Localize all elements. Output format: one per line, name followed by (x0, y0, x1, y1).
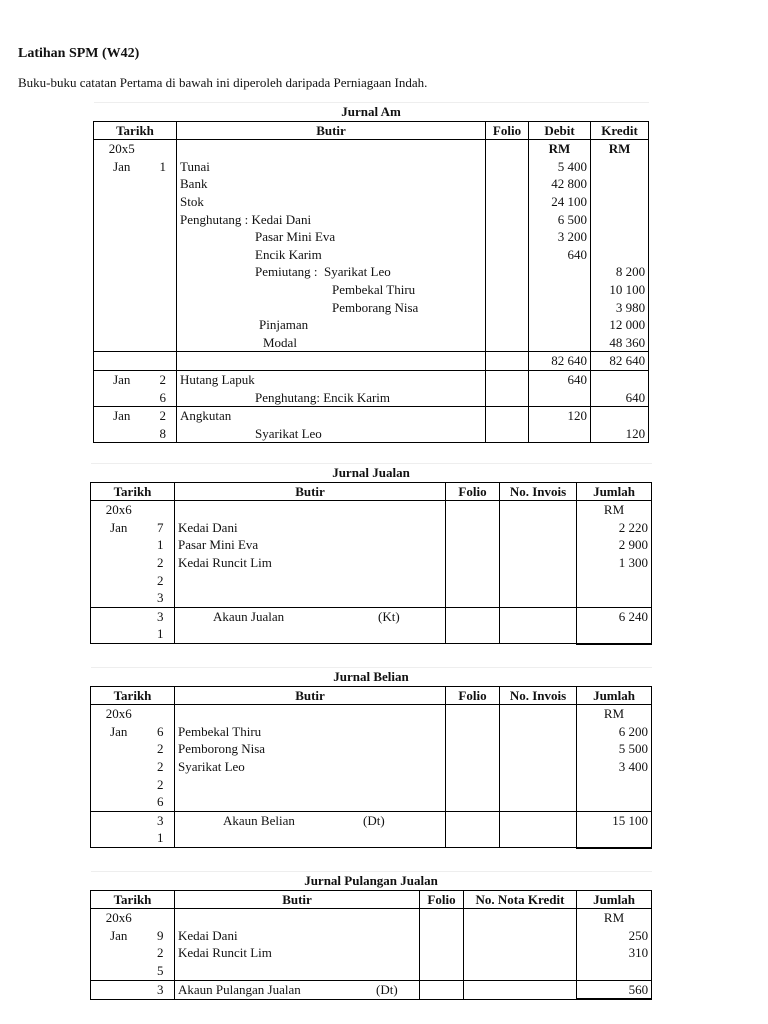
header-folio: Folio (446, 482, 500, 501)
entry-butir: Stok (177, 193, 486, 211)
total-debit: 82 640 (529, 352, 591, 371)
entry-butir: Penghutang: Encik Karim (177, 389, 486, 407)
total-jumlah: 6 240 (577, 607, 652, 625)
page-title: Latihan SPM (W42) (18, 46, 140, 61)
entry-debit: 24 100 (529, 193, 591, 211)
entry-jumlah: 310 (577, 944, 652, 962)
month-cell: Jan (91, 519, 147, 537)
entry-jumlah: 2 220 (577, 519, 652, 537)
entry-jumlah: 5 500 (577, 740, 652, 758)
entry-jumlah: 6 200 (577, 723, 652, 741)
day-cell: 1 (150, 158, 177, 176)
day-cell: 6 (147, 723, 175, 741)
total-butir (175, 811, 446, 829)
day-cell: 2 (147, 776, 175, 794)
day-cell: 6 (150, 389, 177, 407)
day-cell: 2 (150, 407, 177, 425)
entry-debit: 5 400 (529, 158, 591, 176)
total-label: Akaun Pulangan Jualan (178, 981, 301, 997)
day-cell: 2 (147, 740, 175, 758)
entry-butir: Pasar Mini Eva (177, 228, 486, 246)
header-butir: Butir (175, 686, 446, 705)
entry-jumlah: 3 400 (577, 758, 652, 776)
entry-debit: 120 (529, 407, 591, 425)
entry-butir: Pemborong Nisa (175, 740, 446, 758)
entry-butir (177, 211, 486, 229)
jurnal-jualan-caption: Jurnal Jualan (91, 464, 652, 483)
header-kredit: Kredit (591, 121, 649, 140)
total-label: Akaun Jualan (213, 608, 285, 624)
entry-kredit: 10 100 (591, 281, 649, 299)
month-cell: Jan (91, 723, 147, 741)
header-jumlah: Jumlah (577, 482, 652, 501)
day-cell: 3 (147, 607, 175, 625)
header-tarikh: Tarikh (94, 121, 177, 140)
debtor-name: Kedai Dani (251, 211, 312, 227)
month-cell: Jan (94, 407, 150, 425)
entry-debit: 42 800 (529, 175, 591, 193)
year-cell: 20x6 (91, 705, 147, 723)
entry-butir: Kedai Runcit Lim (175, 944, 420, 962)
day-cell: 8 (150, 425, 177, 443)
day-cell: 2 (147, 758, 175, 776)
day-cell: 6 (147, 793, 175, 811)
penghutang-label: Penghutang : (180, 211, 249, 227)
creditor-name: Syarikat Leo (323, 264, 391, 280)
entry-kredit: 640 (591, 389, 649, 407)
day-cell: 2 (147, 554, 175, 572)
day-cell: 7 (147, 519, 175, 537)
entry-butir (177, 263, 486, 281)
header-butir: Butir (175, 890, 420, 909)
jurnal-jualan-table (90, 463, 652, 645)
day-cell: 2 (147, 944, 175, 962)
total-side: (Kt) (378, 608, 400, 624)
kredit-unit: RM (591, 140, 649, 158)
entry-butir: Bank (177, 175, 486, 193)
entry-butir: Pinjaman (177, 316, 486, 334)
day-cell: 1 (147, 625, 175, 644)
jumlah-unit: RM (577, 705, 652, 723)
jurnal-pulangan-jualan-table (90, 871, 652, 1000)
intro-text: Buku-buku catatan Pertama di bawah ini diperoleh daripada Perniagaan Indah. (18, 75, 428, 90)
day-cell: 1 (147, 829, 175, 848)
day-cell: 3 (147, 980, 175, 999)
entry-butir: Kedai Runcit Lim (175, 554, 446, 572)
entry-kredit: 48 360 (591, 334, 649, 352)
header-jumlah: Jumlah (577, 686, 652, 705)
day-cell: 1 (147, 536, 175, 554)
debit-unit: RM (529, 140, 591, 158)
jurnal-belian-caption: Jurnal Belian (91, 668, 652, 687)
total-label: Akaun Belian (223, 812, 295, 828)
entry-butir: Syarikat Leo (175, 758, 446, 776)
jurnal-am-table (93, 102, 649, 443)
jurnal-pulangan-jualan-caption: Jurnal Pulangan Jualan (91, 872, 652, 891)
total-butir (175, 980, 420, 999)
header-tarikh: Tarikh (91, 482, 175, 501)
pemiutang-label: Pemiutang : (255, 264, 318, 280)
entry-kredit: 3 980 (591, 299, 649, 317)
entry-butir: Angkutan (177, 407, 486, 425)
entry-butir: Kedai Dani (175, 927, 420, 945)
entry-debit: 640 (529, 246, 591, 264)
total-kredit: 82 640 (591, 352, 649, 371)
header-butir: Butir (177, 121, 486, 140)
day-cell: 2 (150, 370, 177, 388)
year-cell: 20x6 (91, 909, 147, 927)
header-tarikh: Tarikh (91, 686, 175, 705)
header-folio: Folio (486, 121, 529, 140)
header-folio: Folio (420, 890, 464, 909)
jurnal-belian-table (90, 667, 652, 849)
year-cell: 20x5 (94, 140, 150, 158)
jumlah-unit: RM (577, 501, 652, 519)
entry-debit: 6 500 (529, 211, 591, 229)
total-side: (Dt) (363, 812, 385, 828)
day-cell: 2 (147, 572, 175, 590)
jumlah-unit: RM (577, 909, 652, 927)
day-cell: 3 (147, 811, 175, 829)
entry-kredit: 12 000 (591, 316, 649, 334)
header-invois: No. Invois (500, 482, 577, 501)
header-nota-kredit: No. Nota Kredit (464, 890, 577, 909)
total-jumlah: 15 100 (577, 811, 652, 829)
entry-butir: Pembekal Thiru (175, 723, 446, 741)
total-jumlah: 560 (577, 980, 652, 999)
entry-butir: Hutang Lapuk (177, 370, 486, 388)
entry-butir: Encik Karim (177, 246, 486, 264)
day-cell: 5 (147, 962, 175, 980)
entry-jumlah: 2 900 (577, 536, 652, 554)
day-cell: 9 (147, 927, 175, 945)
entry-butir: Pasar Mini Eva (175, 536, 446, 554)
entry-butir: Pembekal Thiru (177, 281, 486, 299)
month-cell: Jan (94, 158, 150, 176)
entry-butir: Tunai (177, 158, 486, 176)
entry-butir: Modal (177, 334, 486, 352)
day-cell: 3 (147, 589, 175, 607)
header-invois: No. Invois (500, 686, 577, 705)
header-butir: Butir (175, 482, 446, 501)
entry-kredit: 8 200 (591, 263, 649, 281)
entry-butir: Pemborang Nisa (177, 299, 486, 317)
header-jumlah: Jumlah (577, 890, 652, 909)
header-debit: Debit (529, 121, 591, 140)
month-cell: Jan (94, 370, 150, 388)
entry-jumlah: 1 300 (577, 554, 652, 572)
entry-debit: 640 (529, 370, 591, 388)
jurnal-am-caption: Jurnal Am (94, 103, 649, 122)
header-tarikh: Tarikh (91, 890, 175, 909)
entry-jumlah: 250 (577, 927, 652, 945)
entry-butir: Kedai Dani (175, 519, 446, 537)
month-cell: Jan (91, 927, 147, 945)
entry-butir: Syarikat Leo (177, 425, 486, 443)
year-cell: 20x6 (91, 501, 147, 519)
entry-debit: 3 200 (529, 228, 591, 246)
total-side: (Dt) (376, 981, 398, 997)
entry-kredit: 120 (591, 425, 649, 443)
header-folio: Folio (446, 686, 500, 705)
total-butir (175, 607, 446, 625)
